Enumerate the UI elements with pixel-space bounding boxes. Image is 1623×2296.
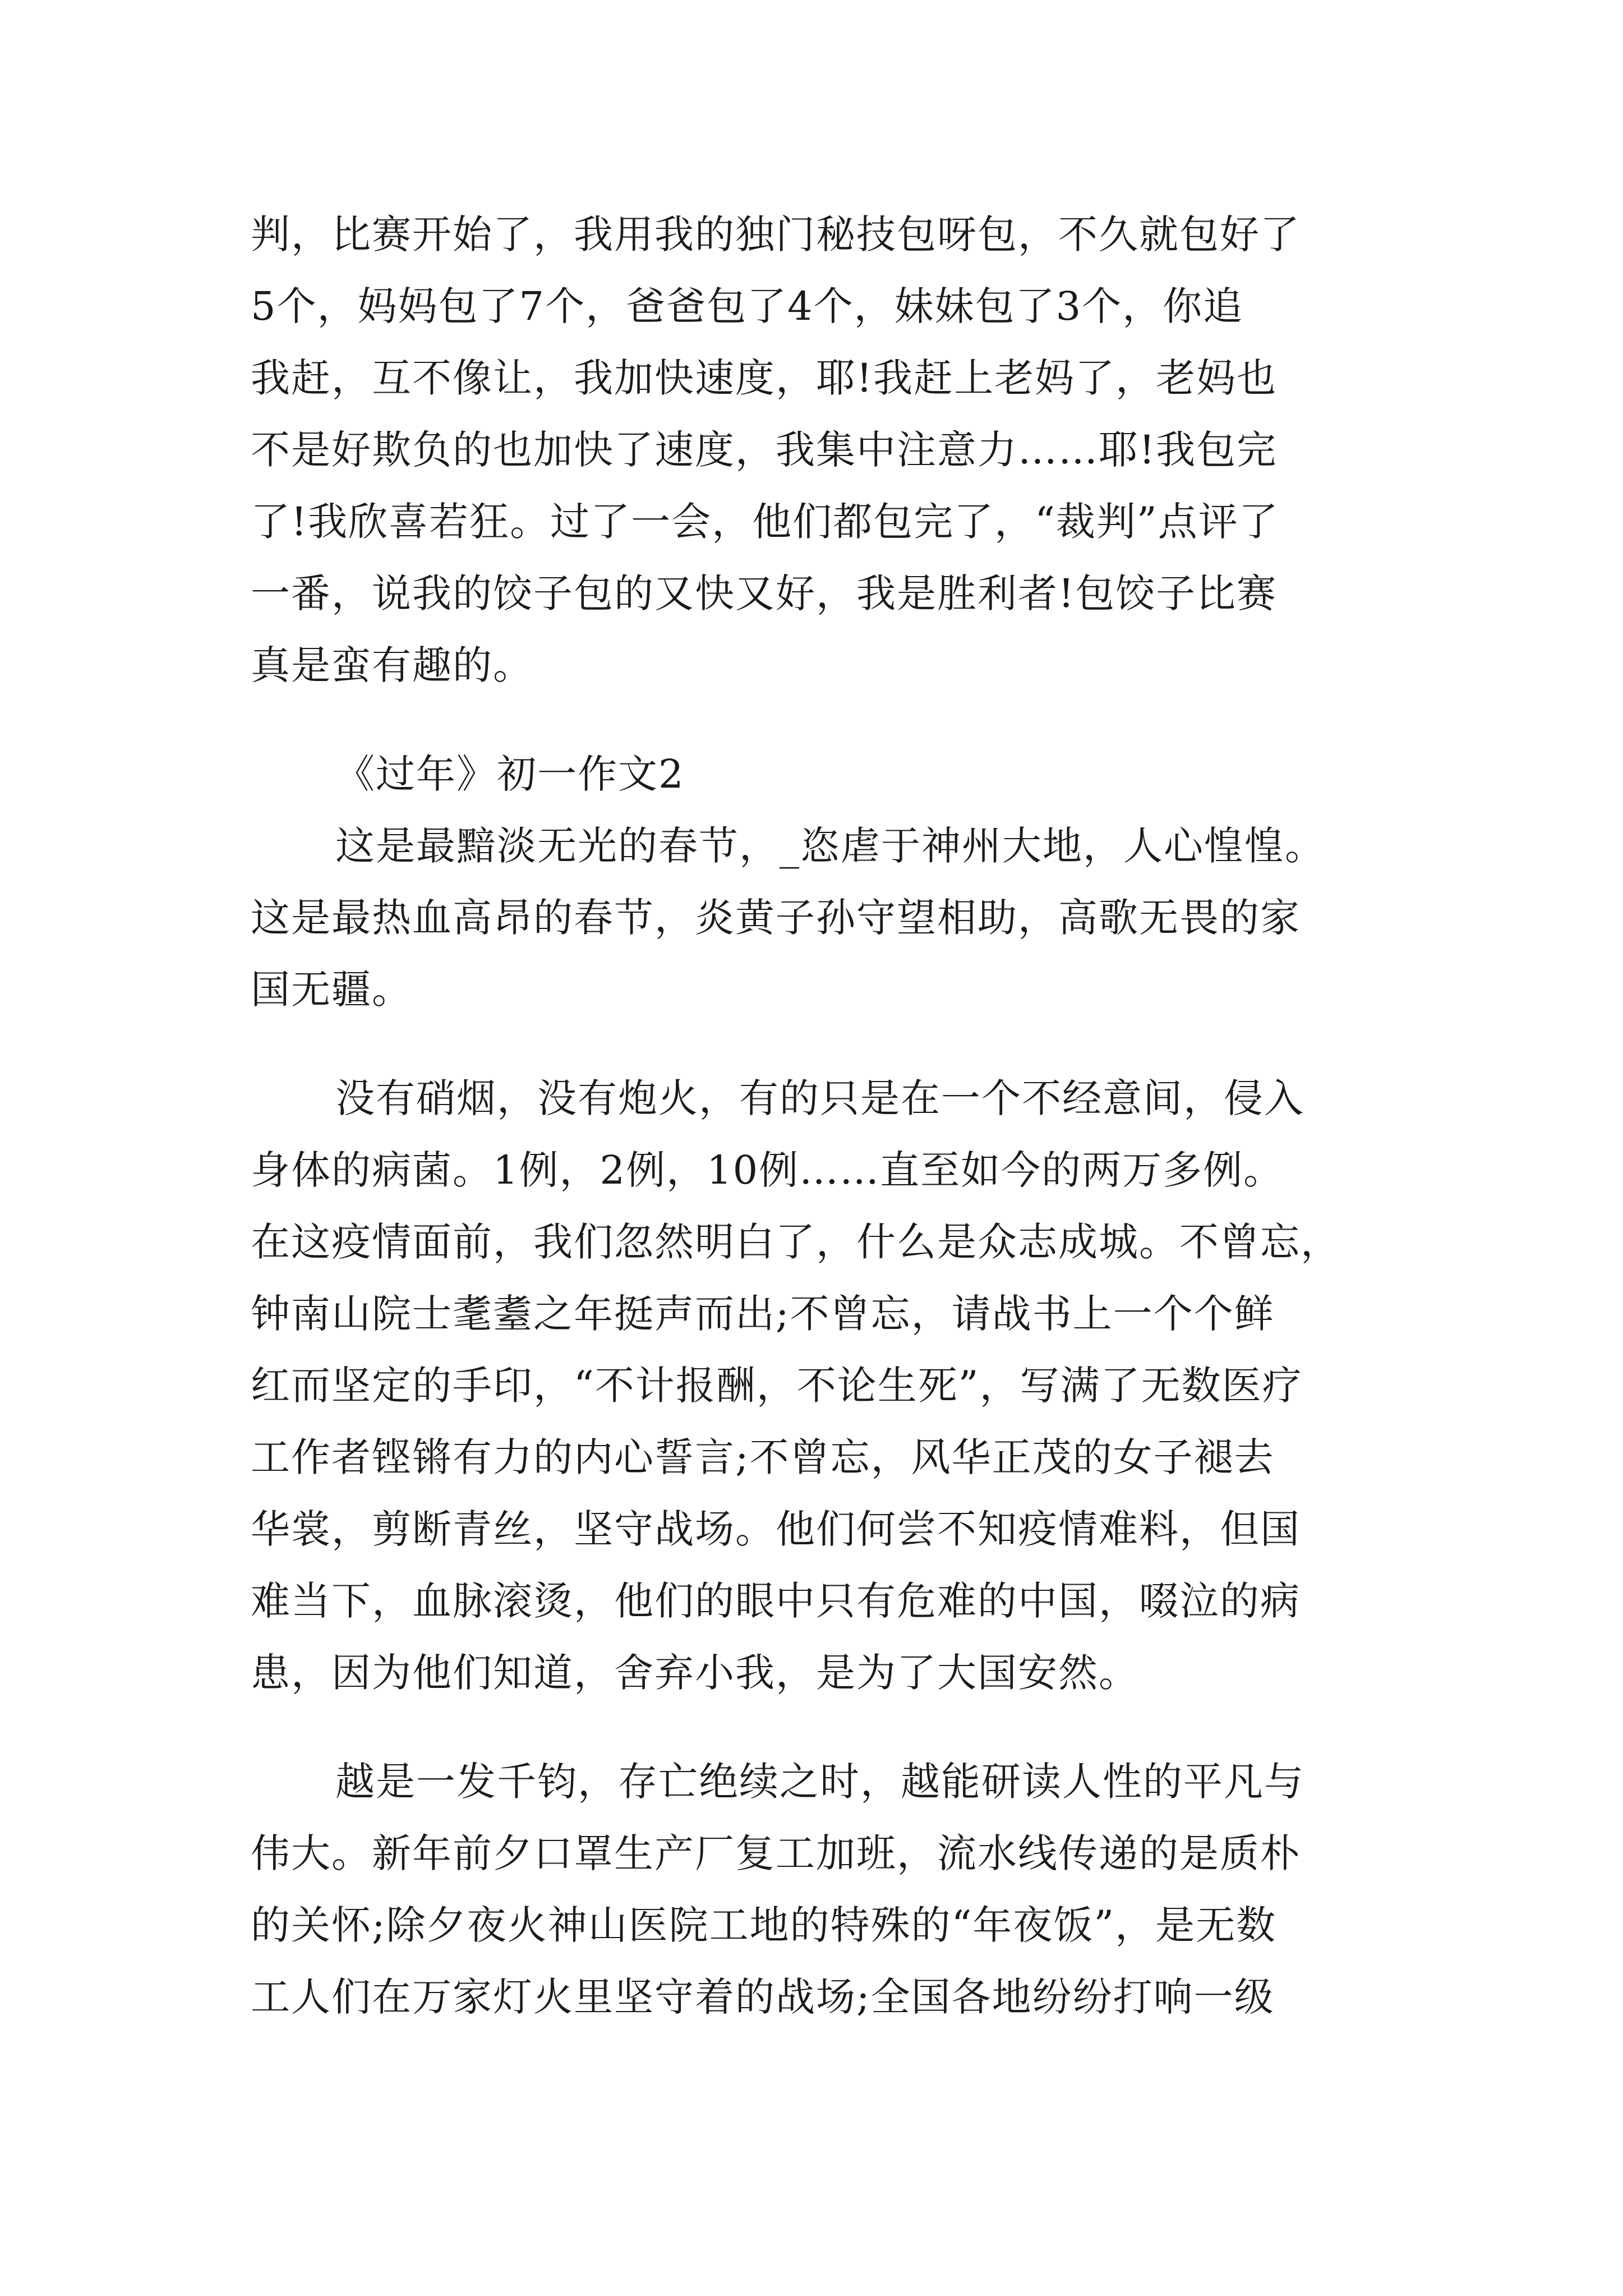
text-line: 难当下，血脉滚烫，他们的眼中只有危难的中国，啜泣的病 [251,1578,1301,1624]
text-line: 钟南山院士耄耋之年挺声而出;不曾忘，请战书上一个个鲜 [251,1291,1275,1337]
text-line: 真是蛮有趣的。 [251,642,533,688]
text-line: 一番，说我的饺子包的又快又好，我是胜利者!包饺子比赛 [251,570,1278,616]
paragraph-first-line: 没有硝烟，没有炮火，有的只是在一个不经意间，侵入 [335,1075,1304,1121]
section-heading: 《过年》初一作文2 [335,751,685,797]
text-line: 判，比赛开始了，我用我的独门秘技包呀包，不久就包好了 [251,211,1301,257]
text-line: 我赶，互不像让，我加快速度，耶!我赶上老妈了，老妈也 [251,355,1278,401]
text-line: 了!我欣喜若狂。过了一会，他们都包完了，“裁判”点评了 [251,499,1279,545]
paragraph-first-line: 这是最黯淡无光的春节，_恣虐于神州大地，人心惶惶。 [335,823,1325,869]
text-line: 工人们在万家灯火里坚守着的战场;全国各地纷纷打响一级 [251,1974,1275,2020]
text-line: 的关怀;除夕夜火神山医院工地的特殊的“年夜饭”，是无数 [251,1902,1277,1948]
text-line: 身体的病菌。1例，2例，10例……直至如今的两万多例。 [251,1147,1284,1193]
text-line: 5个，妈妈包了7个，爸爸包了4个，妹妹包了3个，你追 [251,283,1244,329]
text-line: 这是最热血高昂的春节，炎黄子孙守望相助，高歌无畏的家 [251,895,1301,941]
text-line: 华裳，剪断青丝，坚守战场。他们何尝不知疫情难料，但国 [251,1506,1301,1552]
text-line: 红而坚定的手印，“不计报酬，不论生死”，写满了无数医疗 [251,1363,1303,1409]
paragraph-first-line: 越是一发千钧，存亡绝续之时，越能研读人性的平凡与 [335,1759,1304,1805]
text-line: 在这疫情面前，我们忽然明白了，什么是众志成城。不曾忘， [251,1219,1341,1265]
text-line: 工作者铿锵有力的内心誓言;不曾忘，风华正茂的女子褪去 [251,1434,1275,1480]
text-line: 不是好欺负的也加快了速度，我集中注意力……耶!我包完 [251,427,1278,473]
text-line: 伟大。新年前夕口罩生产厂复工加班，流水线传递的是质朴 [251,1830,1301,1876]
text-line: 患，因为他们知道，舍弃小我，是为了大国安然。 [251,1650,1139,1696]
text-line: 国无疆。 [251,967,412,1013]
